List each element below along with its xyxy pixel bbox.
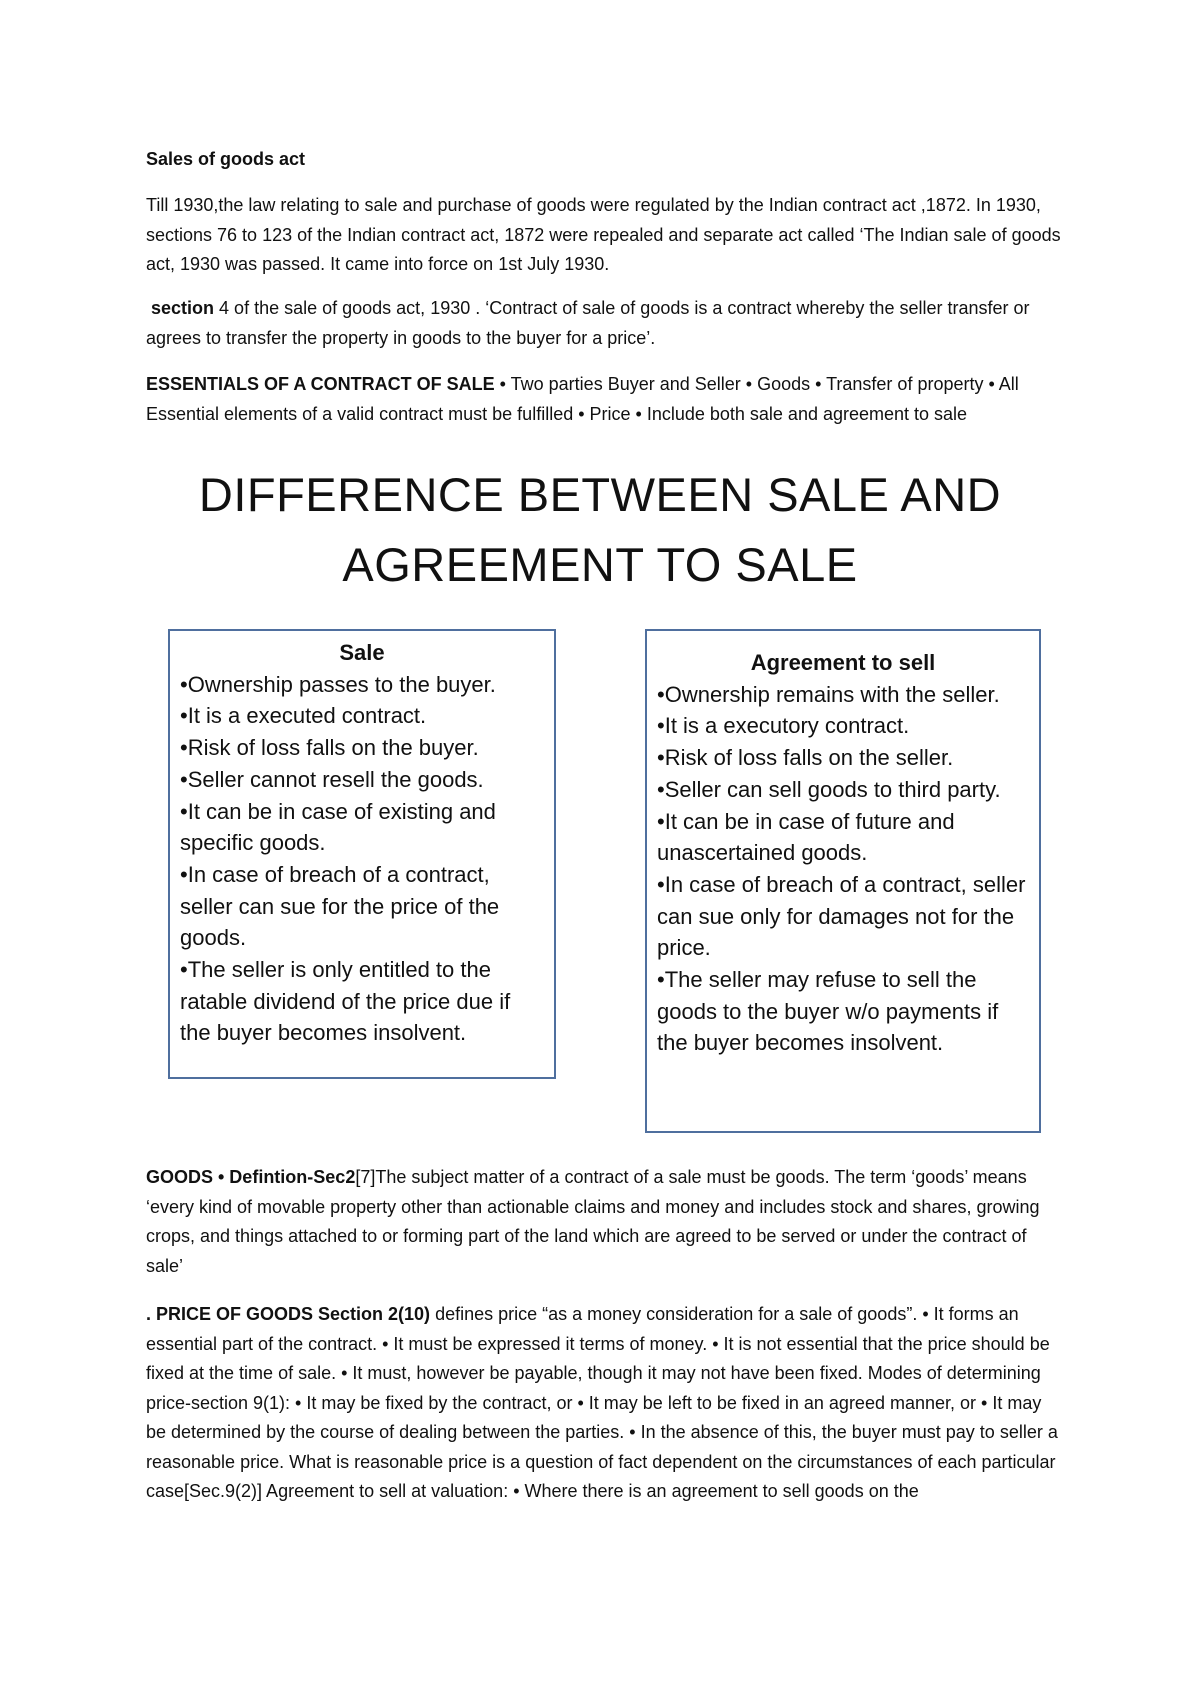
goods-label: GOODS • Defintion-Sec2 [146, 1167, 356, 1187]
sale-point: •Ownership passes to the buyer. [180, 671, 496, 697]
agreement-point: •It is a executory contract. [657, 713, 910, 739]
section-4-text: 4 of the sale of goods act, 1930 . ‘Contract of sale of goods is a contract whereby the seller transfer or agrees to transfer the property in goods to the buyer for a price’. [146, 298, 1030, 348]
sale-point: •The seller is only entitled to the ratable dividend of the price due if the buyer becomes insolvent. [180, 957, 511, 1046]
sale-point: •In case of breach of a contract, seller can sue for the price of the goods. [180, 861, 500, 951]
agreement-heading: Agreement to sell [750, 650, 936, 675]
sale-point: •Seller cannot resell the goods. [180, 766, 484, 792]
price-paragraph [146, 1300, 1061, 1507]
price-text: defines price “as a money consideration for a sale of goods”. • It forms an essential part of the contract. • It must be expressed it terms of money. • It is not essential that the price should be fixed at the time of sale. • It must, however be payable, though it may not have been fixed. Modes of determining price-section 9(1): • It may be fixed by the contract, or • It may be left to be fixed in an agreed manner, or • It may be determined by the course of dealing between the parties. • In the absence of this, the buyer must pay to seller a reasonable price. What is reasonable price is a question of fact dependent on the circumstances of each particular case[Sec.9(2)] Agreement to sell at valuation: • Where there is an agreement to sell goods on the [146, 1304, 1058, 1501]
sale-point: •It is a executed contract. [180, 703, 427, 729]
agreement-point: •Risk of loss falls on the seller. [657, 745, 954, 771]
section-4-paragraph [146, 294, 1061, 353]
figure-title [0, 460, 1200, 600]
document-title: Sales of goods act [146, 149, 306, 169]
section-4-label: section [151, 298, 215, 318]
agreement-point: •Ownership remains with the seller. [657, 681, 1000, 707]
essentials-label: ESSENTIALS OF A CONTRACT OF SALE [146, 374, 495, 394]
sale-heading: Sale [339, 640, 385, 665]
sale-point: •Risk of loss falls on the buyer. [180, 735, 479, 761]
intro-paragraph: Till 1930,the law relating to sale and purchase of goods were regulated by the Indian contract act ,1872. In 1930, sections 76 to 123 of the Indian contract act, 1872 were repealed and separate act called ‘The Indian sale of goods act, 1930 was passed. It came into force on 1st July 1930. [146, 195, 1061, 274]
sale-point: •It can be in case of existing and specific goods. [180, 798, 496, 856]
goods-paragraph [146, 1163, 1061, 1281]
agreement-to-sell-box [645, 629, 1041, 1133]
agreement-point: •Seller can sell goods to third party. [657, 776, 1001, 802]
goods-text: [7]The subject matter of a contract of a sale must be goods. The term ‘goods’ means ‘every kind of movable property other than actionable claims and money and includes stock and shares, growing crops, and things attached to or forming part of the land which are agreed to be served or under the contract of sale’ [146, 1167, 1040, 1276]
figure-title-line-2: AGREEMENT TO SALE [342, 538, 858, 591]
essentials-paragraph [146, 370, 1061, 429]
agreement-points-list [657, 679, 1029, 1059]
agreement-point: •It can be in case of future and unascertained goods. [657, 808, 955, 866]
figure-title-line-1: DIFFERENCE BETWEEN SALE AND [198, 468, 1002, 521]
agreement-point: •The seller may refuse to sell the goods to the buyer w/o payments if the buyer becomes insolvent. [657, 967, 999, 1056]
agreement-point: •In case of breach of a contract, seller can sue only for damages not for the price. [657, 871, 1026, 961]
sale-box [168, 629, 556, 1079]
sale-points-list [180, 669, 544, 1049]
essentials-text: • Two parties Buyer and Seller • Goods • Transfer of property • All Essential elements of a valid contract must be fulfilled • Price • Include both sale and agreement to sale [146, 374, 1019, 424]
price-label: . PRICE OF GOODS Section 2(10) [146, 1304, 431, 1324]
comparison-figure [0, 460, 1200, 1140]
